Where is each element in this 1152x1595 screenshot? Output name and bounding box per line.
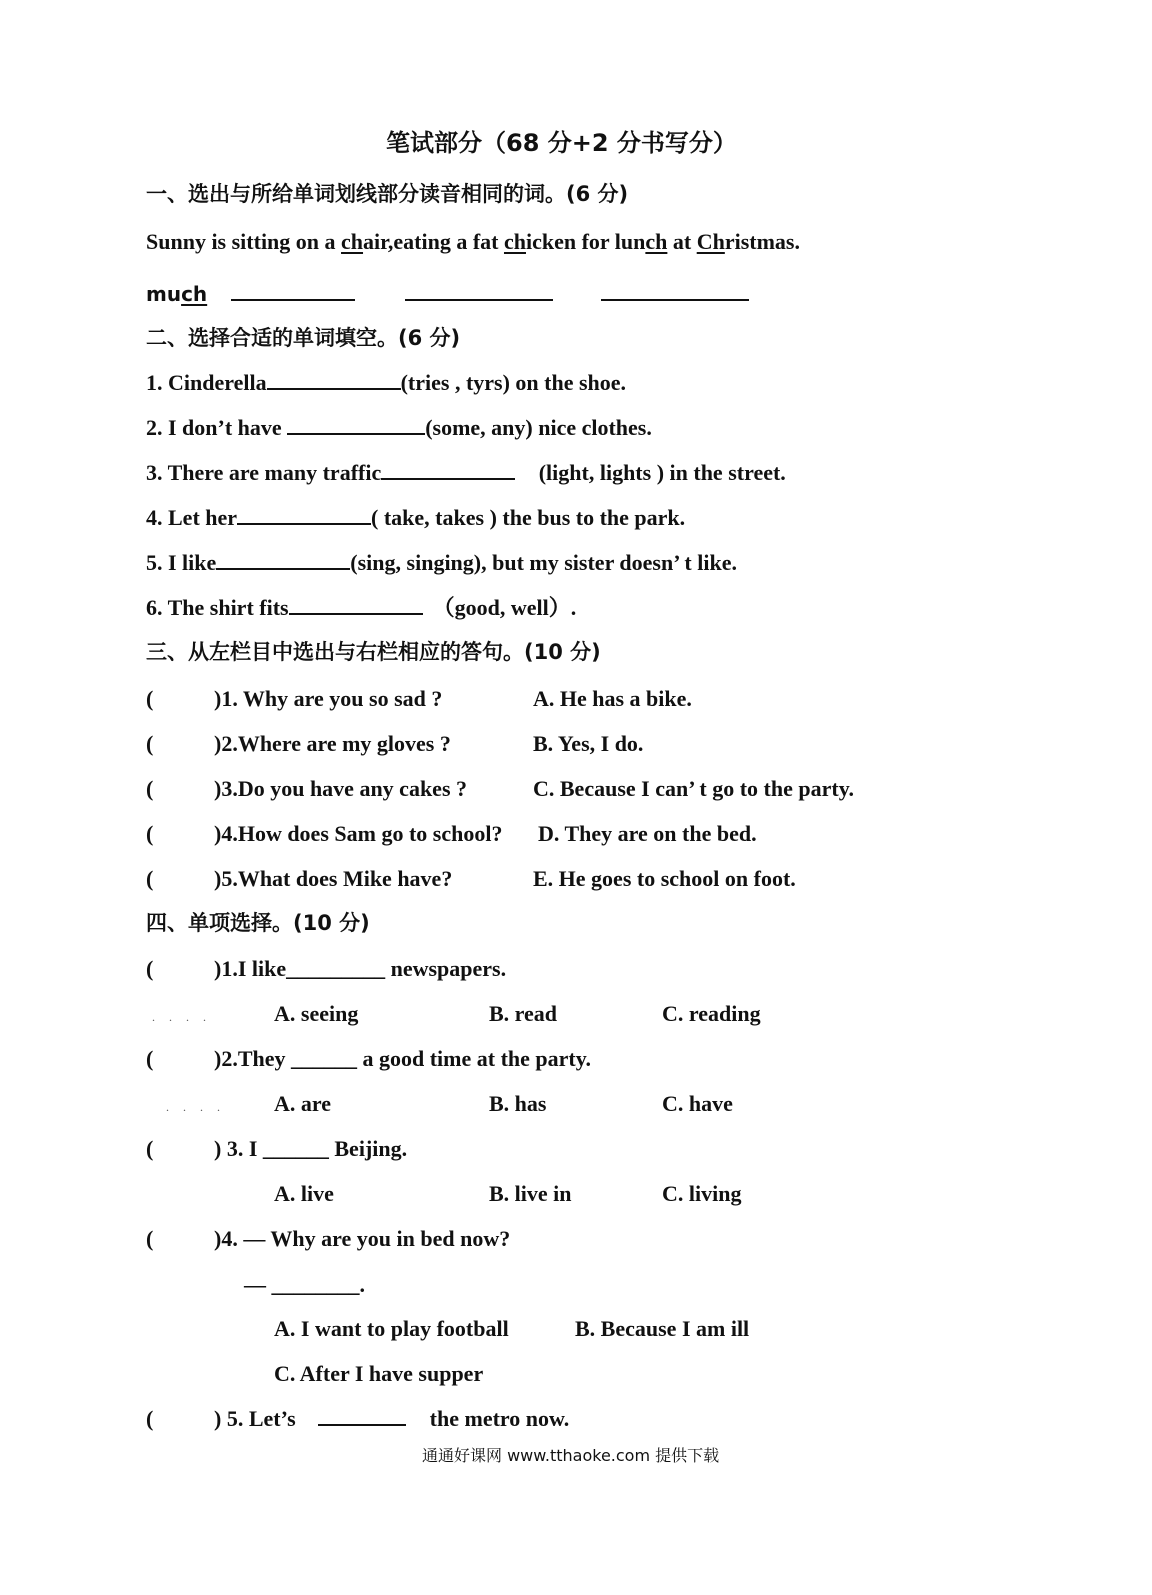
section1-sentence: [146, 227, 800, 257]
answer-blank[interactable]: [318, 1404, 406, 1426]
underlined-letters: Ch: [696, 229, 725, 254]
choice-option[interactable]: A. are: [274, 1091, 332, 1116]
match-paren[interactable]: (: [146, 776, 154, 801]
choice-question: )2.They ______ a good time at the party.: [214, 1046, 592, 1071]
fill-item: 1. Cinderella (tries , tyrs) on the shoe.: [146, 370, 627, 395]
choice-paren[interactable]: (: [146, 1406, 154, 1431]
underlined-letters: ch: [645, 229, 668, 254]
match-question: )2.Where are my gloves ?: [214, 731, 451, 756]
choice-option[interactable]: C. After I have supper: [274, 1361, 484, 1386]
dotted-leader: ....: [166, 1100, 234, 1114]
match-question: )4.How does Sam go to school?: [214, 821, 503, 846]
fill-item: 4. Let her ( take, takes ) the bus to the park.: [146, 505, 686, 530]
choice-reply: — ________.: [244, 1272, 365, 1297]
choice-option[interactable]: C. reading: [662, 1001, 761, 1026]
choice-paren[interactable]: (: [146, 1136, 154, 1161]
match-question: )1. Why are you so sad ?: [214, 686, 443, 711]
choice-option[interactable]: C. have: [662, 1091, 733, 1116]
fill-item: 3. There are many traffic (light, lights ) in the street.: [146, 460, 786, 485]
answer-blank[interactable]: [405, 279, 553, 301]
answer-blank[interactable]: [287, 413, 425, 435]
dotted-leader: ....: [152, 1010, 220, 1024]
fill-item: 2. I don’t have (some, any) nice clothes.: [146, 415, 652, 440]
match-paren[interactable]: (: [146, 821, 154, 846]
answer-blank[interactable]: [237, 503, 371, 525]
match-answer: A. He has a bike.: [533, 686, 692, 711]
choice-paren[interactable]: (: [146, 956, 154, 981]
choice-option[interactable]: A. I want to play football: [274, 1316, 509, 1341]
match-answer: C. Because I can’ t go to the party.: [533, 776, 854, 801]
choice-question: ) 3. I ______ Beijing.: [214, 1136, 408, 1161]
section1-heading: 一、选出与所给单词划线部分读音相同的词。(6 分): [146, 182, 629, 206]
given-word: much: [146, 282, 208, 306]
match-paren[interactable]: (: [146, 866, 154, 891]
fill-item: 6. The shirt fits （good, well）.: [146, 595, 577, 620]
section4-heading: 四、单项选择。(10 分): [146, 911, 370, 935]
section1-word-row: [146, 279, 749, 309]
match-question: )3.Do you have any cakes ?: [214, 776, 468, 801]
choice-option[interactable]: B. Because I am ill: [575, 1316, 750, 1341]
match-answer: B. Yes, I do.: [533, 731, 644, 756]
fill-item: 5. I like (sing, singing), but my sister doesn’ t like.: [146, 550, 737, 575]
sentence-part: icken for lun: [525, 229, 646, 254]
choice-question: )4. — Why are you in bed now?: [214, 1226, 511, 1251]
sentence-part: at: [667, 229, 697, 254]
answer-blank[interactable]: [289, 593, 423, 615]
choice-question: ) 5. Let’s the metro now.: [214, 1406, 570, 1431]
underlined-letters: ch: [503, 229, 526, 254]
sentence-part: Sunny is sitting on a: [146, 229, 342, 254]
choice-option[interactable]: B. read: [489, 1001, 558, 1026]
answer-blank[interactable]: [381, 458, 515, 480]
answer-blank[interactable]: [267, 368, 401, 390]
answer-blank[interactable]: [231, 279, 355, 301]
match-paren[interactable]: (: [146, 686, 154, 711]
choice-paren[interactable]: (: [146, 1046, 154, 1071]
footer-source: 通通好课网 www.tthaoke.com 提供下载: [422, 1446, 720, 1465]
match-answer: E. He goes to school on foot.: [533, 866, 796, 891]
answer-blank[interactable]: [601, 279, 749, 301]
page-title: 笔试部分（68 分+2 分书写分）: [386, 129, 737, 157]
section3-heading: 三、从左栏目中选出与右栏相应的答句。(10 分): [146, 640, 601, 664]
choice-paren[interactable]: (: [146, 1226, 154, 1251]
match-paren[interactable]: (: [146, 731, 154, 756]
choice-option[interactable]: B. live in: [489, 1181, 572, 1206]
answer-blank[interactable]: [216, 548, 350, 570]
choice-option[interactable]: A. seeing: [274, 1001, 359, 1026]
match-answer: D. They are on the bed.: [538, 821, 757, 846]
section2-heading: 二、选择合适的单词填空。(6 分): [146, 326, 461, 350]
match-question: )5.What does Mike have?: [214, 866, 453, 891]
sentence-part: air,eating a fat: [363, 229, 504, 254]
choice-option[interactable]: A. live: [274, 1181, 334, 1206]
choice-option[interactable]: C. living: [662, 1181, 742, 1206]
underlined-letters: ch: [341, 229, 364, 254]
choice-question: )1.I like_________ newspapers.: [214, 956, 507, 981]
sentence-part: ristmas.: [724, 229, 800, 254]
choice-option[interactable]: B. has: [489, 1091, 547, 1116]
